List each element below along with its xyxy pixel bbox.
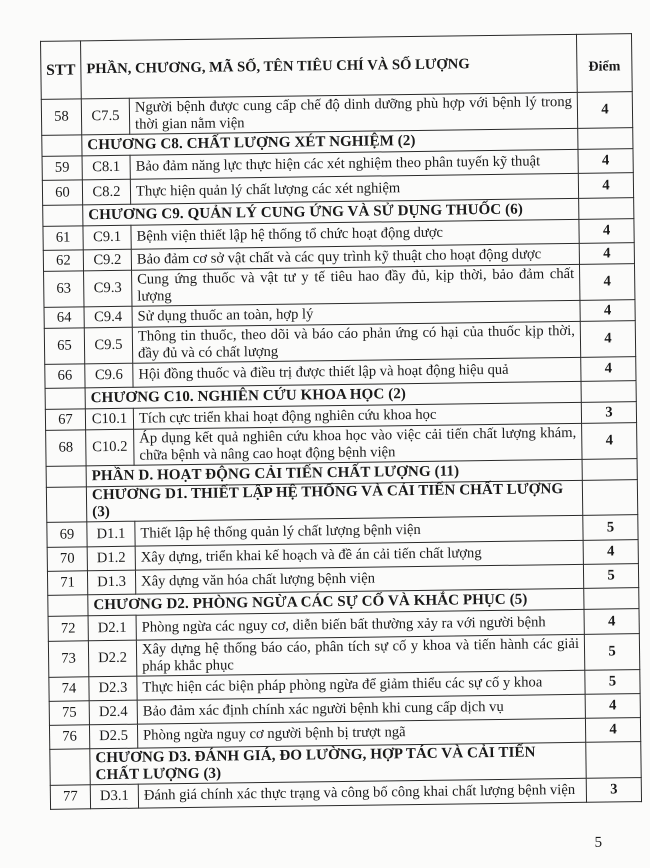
table-header-row <box>41 34 633 100</box>
row-stt: 58 <box>41 99 81 136</box>
row-score: 4 <box>584 609 639 635</box>
section-title: CHƯƠNG D1. THIẾT LẬP HỆ THỐNG VÀ CẢI TIẾN CHẤT LƯỢNG (3) <box>86 480 582 521</box>
row-name: Phòng ngừa nguy cơ người bệnh bị trượt ngã <box>137 718 585 748</box>
row-name: Cung ứng thuốc và vật tư y tế tiêu hao đầy đủ, kịp thời, bảo đảm chất lượng <box>132 264 580 306</box>
criteria-table <box>40 33 642 810</box>
row-name: Sử dụng thuốc an toàn, hợp lý <box>132 300 580 327</box>
section-spacer <box>43 205 83 227</box>
row-code: C10.2 <box>86 429 134 466</box>
row-score: 4 <box>585 694 640 719</box>
row-stt: 75 <box>49 701 89 726</box>
row-name: Thông tin thuốc, theo dõi và báo cáo phản ứng có hại của thuốc kịp thời, đầy đủ và có chất lượng <box>132 321 580 363</box>
section-score-empty <box>579 198 634 220</box>
row-code: C9.3 <box>84 270 132 307</box>
row-code: C9.6 <box>85 363 133 388</box>
row-code: C9.4 <box>84 306 132 328</box>
row-code: C7.5 <box>81 98 129 135</box>
section-spacer <box>45 388 85 410</box>
section-spacer <box>46 466 86 488</box>
section-spacer <box>46 487 86 523</box>
row-name: Phòng ngừa các nguy cơ, diễn biến bất thường xảy ra với người bệnh <box>136 609 584 640</box>
row-stt: 63 <box>44 271 84 308</box>
row-score: 4 <box>579 243 634 265</box>
row-stt: 62 <box>43 250 83 272</box>
row-name: Người bệnh được cung cấp chế độ dinh dưỡng phù hợp với bệnh lý trong thời gian nằm viện <box>129 92 577 134</box>
row-code: C9.5 <box>84 327 132 364</box>
row-score: 3 <box>581 402 636 424</box>
row-name: Xây dựng văn hóa chất lượng bệnh viện <box>135 564 583 594</box>
row-code: C10.1 <box>85 408 133 430</box>
header-name: PHẦN, CHƯƠNG, MÃ SỐ, TÊN TIÊU CHÍ VÀ SỐ LƯỢNG <box>81 34 578 98</box>
section-title: CHƯƠNG C10. NGHIÊN CỨU KHOA HỌC (2) <box>85 381 581 408</box>
row-stt: 66 <box>45 364 85 389</box>
section-title: CHƯƠNG D2. PHÒNG NGỪA CÁC SỰ CỐ VÀ KHẮC PHỤC (5) <box>88 588 584 615</box>
row-stt: 70 <box>47 547 87 572</box>
section-score-empty <box>586 742 641 779</box>
page-number: 5 <box>594 834 603 851</box>
row-code: D2.4 <box>89 700 137 725</box>
row-code: D2.5 <box>89 724 137 749</box>
row-name: Đánh giá chính xác thực trạng và công bố công khai chất lượng bệnh viện <box>138 778 586 808</box>
section-score-empty <box>581 381 636 403</box>
row-score: 5 <box>584 634 639 671</box>
row-code: D2.2 <box>88 640 136 677</box>
row-score: 4 <box>581 357 636 382</box>
section-title: CHƯƠNG C9. QUẢN LÝ CUNG ỨNG VÀ SỬ DỤNG THUỐC (6) <box>83 198 579 225</box>
section-score-empty <box>584 588 639 610</box>
row-code: C9.2 <box>83 249 131 271</box>
row-code: D2.1 <box>88 615 136 641</box>
row-stt: 73 <box>48 641 88 678</box>
row-name: Xây dựng, triển khai kế hoạch và đề án cải tiến chất lượng <box>135 540 583 570</box>
row-stt: 65 <box>44 328 84 365</box>
row-stt: 74 <box>49 677 89 702</box>
row-score: 4 <box>578 173 633 199</box>
row-code: D3.1 <box>90 784 138 809</box>
row-stt: 77 <box>50 785 90 810</box>
row-stt: 71 <box>47 571 87 596</box>
row-score: 4 <box>582 423 637 460</box>
row-score: 4 <box>580 300 635 322</box>
section-title: CHƯƠNG D3. ĐÁNH GIÁ, ĐO LƯỜNG, HỢP TÁC VÀ CẢI TIẾN CHẤT LƯỢNG (3) <box>90 742 586 784</box>
section-spacer <box>48 595 88 617</box>
row-code: D2.3 <box>89 676 137 701</box>
row-score: 4 <box>578 149 633 174</box>
row-code: D1.2 <box>87 546 135 571</box>
row-name: Thực hiện quản lý chất lượng các xét nghiệm <box>130 173 578 204</box>
row-name: Xây dựng hệ thống báo cáo, phân tích sự cố y khoa và tiến hành các giải pháp khắc phục <box>136 634 584 676</box>
row-name: Áp dụng kết quả nghiên cứu khoa học vào việc cải tiến chất lượng khám, chữa bệnh và nâng cao hoạt động bệnh viện <box>134 423 582 465</box>
row-stt: 59 <box>42 156 82 181</box>
row-name: Bệnh viện thiết lập hệ thống tổ chức hoạt động dược <box>131 219 579 249</box>
row-score: 4 <box>583 540 638 565</box>
row-name: Bảo đảm xác định chính xác người bệnh khi cung cấp dịch vụ <box>137 694 585 724</box>
row-stt: 68 <box>46 430 86 467</box>
section-score-empty <box>578 128 633 150</box>
row-code: D1.3 <box>87 570 135 595</box>
row-name: Bảo đảm cơ sở vật chất và các quy trình kỹ thuật cho hoạt động dược <box>131 243 579 270</box>
header-stt: STT <box>41 41 82 100</box>
section-spacer <box>42 135 82 157</box>
section-score-empty <box>582 480 637 516</box>
row-code: C8.2 <box>82 179 130 205</box>
section-spacer <box>50 749 90 786</box>
row-score: 4 <box>580 321 635 358</box>
row-score: 5 <box>585 670 640 695</box>
row-stt: 69 <box>47 522 87 548</box>
row-name: Tích cực triển khai hoạt động nghiên cứu khoa học <box>133 402 581 429</box>
row-stt: 64 <box>44 307 84 329</box>
row-code: C9.1 <box>83 225 131 250</box>
row-name: Thực hiện các biện pháp phòng ngừa để giảm thiểu các sự cố y khoa <box>137 670 585 700</box>
row-code: D1.1 <box>87 521 135 547</box>
row-stt: 60 <box>42 180 82 206</box>
row-name: Thiết lập hệ thống quản lý chất lượng bệnh viện <box>135 515 583 546</box>
row-stt: 72 <box>48 616 88 642</box>
header-score: Điểm <box>576 34 632 93</box>
row-stt: 61 <box>43 226 83 251</box>
row-name: Hội đồng thuốc và điều trị được thiết lập và hoạt động hiệu quả <box>133 357 581 387</box>
section-title: CHƯƠNG C8. CHẤT LƯỢNG XÉT NGHIỆM (2) <box>82 128 578 155</box>
row-score: 5 <box>583 564 638 589</box>
row-name: Bảo đảm năng lực thực hiện các xét nghiệm theo phân tuyến kỹ thuật <box>130 149 578 179</box>
row-score: 3 <box>586 778 641 803</box>
part-title: PHẦN D. HOẠT ĐỘNG CẢI TIẾN CHẤT LƯỢNG (11) <box>86 459 582 486</box>
row-score: 4 <box>579 264 634 301</box>
row-score: 4 <box>585 718 640 743</box>
row-score: 4 <box>579 219 634 244</box>
section-score-empty <box>582 459 637 481</box>
row-stt: 67 <box>45 409 85 431</box>
row-score: 4 <box>577 92 632 129</box>
row-score: 5 <box>583 515 638 541</box>
row-stt: 76 <box>49 725 89 750</box>
row-code: C8.1 <box>82 155 130 180</box>
